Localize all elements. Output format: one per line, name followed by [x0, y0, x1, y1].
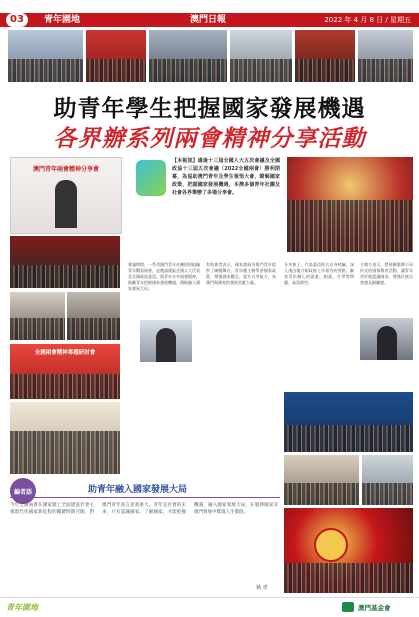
photo-great-hall — [284, 508, 413, 593]
editor-badge: 編者語 — [10, 478, 36, 504]
foundation-logo-icon — [342, 602, 354, 612]
photo-top-3 — [149, 30, 227, 82]
body-column-3: 分享會上，代表委員結合自身經驗，深入淺出地介紹政府工作報告的要點，解答青年關心的就業、創業、升學等問題，氣氛熱烈。 — [284, 262, 354, 285]
sticker-icon — [136, 160, 166, 196]
body-column-2: 有與會者表示，國家發展為澳門青年提供了廣闊舞台，青年應主動學習國家政策，增強國家觀念，提升自身能力，為澳門與國家的發展貢獻力量。 — [206, 262, 276, 285]
masthead: 澳門日報 — [190, 15, 227, 25]
photo-top-2 — [86, 30, 146, 82]
editorial-text: 今年全國兩會在國家踏上全面建設社會主義現代化國家新征程的關鍵時期召開，對澳門青年而言意義重大。青年是社會的未來，只有認識國家、了解國家，才能把握機遇、融入國家發展大局，在服務國家及澳門發展中實現人生價值。 — [10, 503, 278, 515]
headline-subtitle: 各界辦系列兩會精神分享活動 — [53, 126, 366, 152]
speaker-figure — [55, 180, 77, 228]
photo-panel-speakers — [362, 455, 413, 505]
slide2-title: 全國兩會精神專題研討會 — [34, 350, 96, 356]
photo-top-4 — [230, 30, 292, 82]
emblem-icon — [314, 528, 348, 562]
photo-portrait-1 — [140, 320, 192, 362]
issue-date: 2022 年 4 月 8 日 / 星期五 — [324, 16, 411, 24]
photo-conference-2 — [10, 292, 65, 340]
page-footer — [0, 597, 419, 617]
headline-title: 助青年學生把握國家發展機遇 — [53, 95, 366, 122]
lead-paragraph: 【本報訊】適逢十三屆全國人大五次會議及全國政協十三屆五次會議（2022全國兩會）勝利閉幕，為協助澳門青年及學生領悟大會、瞭解國家政策、把握國家發展機遇，本澳多個青年社團及社會各界舉辦了多場分享會。 — [172, 158, 280, 196]
photo-meeting-table — [284, 455, 359, 505]
photo-slide-1 — [10, 157, 122, 234]
slide1-title: 澳門青年兩會精神分享會 — [32, 166, 99, 173]
photo-top-6 — [358, 30, 413, 82]
page-number: 03 — [6, 13, 28, 27]
editorial-divider — [10, 497, 280, 498]
photo-top-1 — [8, 30, 83, 82]
photo-group — [10, 402, 120, 474]
footer-section: 青年園地 — [6, 603, 38, 612]
photo-conference-3 — [67, 292, 120, 340]
photo-slide-2 — [10, 344, 120, 399]
section-name: 青年園地 — [44, 15, 81, 25]
photo-meeting-panel — [284, 392, 413, 452]
photo-assembly-hall — [287, 157, 413, 252]
photo-portrait-2 — [360, 318, 413, 360]
body-column-1: 會議期間，一系列澳門青年社團紛紛組織青年觀看兩會，並邀請澳區全國人大代表及全國政協委員，與青年分享兩會精神，鼓勵青年把握國家發展機遇，積極融入國家發展大局。 — [128, 262, 200, 291]
footer-foundation: 澳門基金會 — [358, 604, 391, 612]
page-header — [0, 0, 419, 28]
photo-top-5 — [295, 30, 355, 82]
editorial-title: 助青年融入國家發展大局 — [88, 485, 188, 495]
body-column-4: 主辦方表示，將持續舉辦不同形式的國情教育活動，讓青年更好地認識國家，增強民族自豪感及歸屬感。 — [360, 262, 413, 285]
photo-conference-1 — [10, 236, 120, 288]
editorial-signature: 執 青 — [256, 585, 268, 591]
